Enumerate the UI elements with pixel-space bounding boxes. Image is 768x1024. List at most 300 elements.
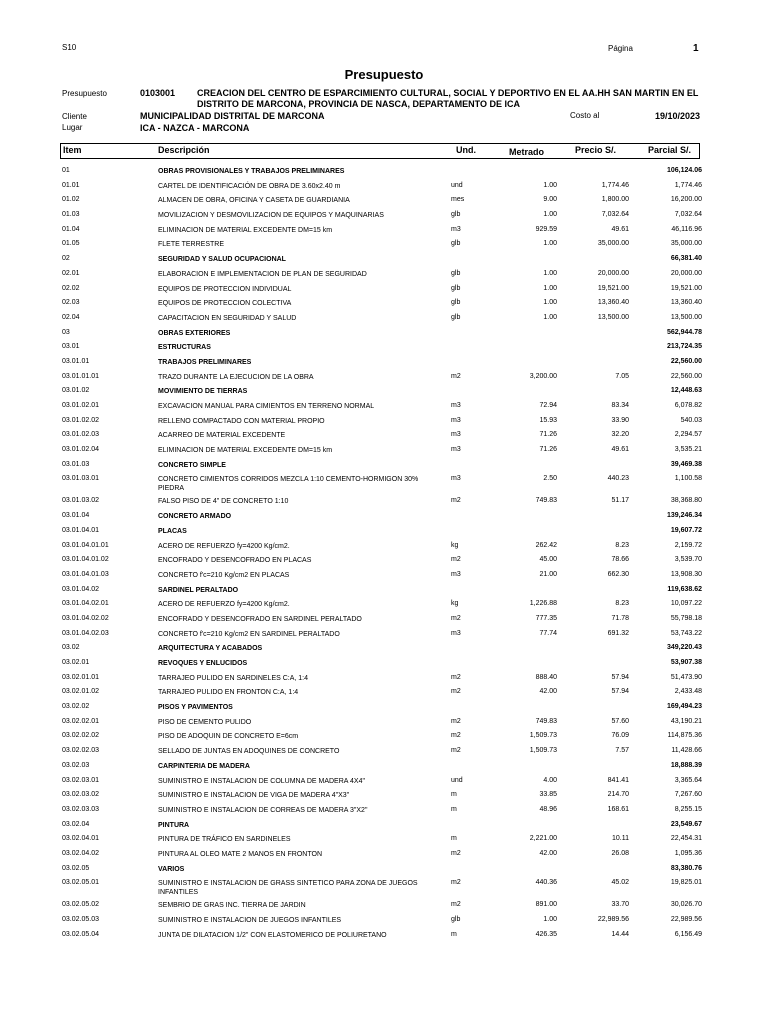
cell-parcial: 3,365.64 <box>674 776 702 784</box>
table-section-row <box>0 510 768 525</box>
cell-metrado: 426.35 <box>535 930 557 938</box>
cell-unit: kg <box>451 600 459 608</box>
cell-parcial: 43,190.21 <box>670 717 702 725</box>
cell-description: SUMINISTRO E INSTALACION DE GRASS SINTETICO PARA ZONA DE JUEGOS INFANTILES <box>158 880 418 897</box>
table-row <box>0 473 768 495</box>
cell-parcial: 38,368.80 <box>670 497 702 505</box>
table-row <box>0 209 768 224</box>
cell-parcial: 3,539.70 <box>674 556 702 564</box>
cell-unit: m2 <box>451 556 461 564</box>
table-section-row <box>0 356 768 371</box>
cell-description: ELIMINACION DE MATERIAL EXCEDENTE DM=15 km <box>158 447 333 455</box>
cell-precio: 7,032.64 <box>601 211 629 219</box>
cell-metrado: 71.26 <box>539 446 557 454</box>
cell-metrado: 1.00 <box>543 269 557 277</box>
cell-unit: glb <box>451 240 461 248</box>
table-row <box>0 899 768 914</box>
table-row <box>0 429 768 444</box>
cell-precio: 13,500.00 <box>597 313 629 321</box>
cell-parcial: 53,743.22 <box>670 629 702 637</box>
table-row <box>0 415 768 430</box>
cell-precio: 33.90 <box>611 416 629 424</box>
cell-parcial: 19,521.00 <box>670 284 702 292</box>
cell-item: 03.02.05.02 <box>62 901 99 909</box>
cell-description: PLACAS <box>158 527 187 535</box>
cell-metrado: 1,509.73 <box>529 732 557 740</box>
cell-precio: 26.08 <box>611 849 629 857</box>
cell-parcial: 139,246.34 <box>666 512 702 520</box>
cell-parcial: 169,494.23 <box>666 703 702 711</box>
cell-parcial: 13,908.30 <box>670 570 702 578</box>
cell-precio: 13,360.40 <box>597 299 629 307</box>
table-row <box>0 268 768 283</box>
cell-description: VARIOS <box>158 865 185 873</box>
cell-description: OBRAS PROVISIONALES Y TRABAJOS PRELIMINARES <box>158 168 345 175</box>
cell-parcial: 66,381.40 <box>670 255 702 263</box>
table-row <box>0 312 768 327</box>
table-row <box>0 745 768 760</box>
cell-unit: m3 <box>451 416 461 424</box>
cell-description: ARQUITECTURA Y ACABADOS <box>158 645 263 653</box>
cell-item: 03.02.02.03 <box>62 747 99 755</box>
cell-item: 02.01 <box>62 269 80 277</box>
table-row <box>0 877 768 899</box>
cell-description: EQUIPOS DE PROTECCION INDIVIDUAL <box>158 285 292 293</box>
cell-precio: 49.61 <box>611 446 629 454</box>
cell-parcial: 19,825.01 <box>670 879 702 887</box>
cell-description: SUMINISTRO E INSTALACION DE VIGA DE MADERA 4"X3" <box>158 792 350 800</box>
cell-item: 01.02 <box>62 196 80 204</box>
cell-description: SELLADO DE JUNTAS EN ADOQUINES DE CONCRETO <box>158 748 340 756</box>
cell-metrado: 42.00 <box>539 849 557 857</box>
table-section-row <box>0 525 768 540</box>
cell-description: PINTURA <box>158 821 190 829</box>
cell-parcial: 22,989.56 <box>670 916 702 923</box>
cell-metrado: 21.00 <box>539 570 557 578</box>
cell-item: 03.01.01 <box>62 357 90 365</box>
cell-item: 03.02.03 <box>62 761 90 769</box>
cell-unit: m2 <box>451 747 461 755</box>
cell-item: 03.01.04.01.02 <box>62 556 109 564</box>
cell-precio: 57.60 <box>611 717 629 725</box>
cell-parcial: 2,294.57 <box>674 431 702 439</box>
cell-item: 03.02.03.01 <box>62 776 99 784</box>
cell-description: CAPACITACION EN SEGURIDAD Y SALUD <box>158 314 297 322</box>
cell-unit: m2 <box>451 901 461 909</box>
table-row <box>0 628 768 643</box>
cell-item: 03.01.04.02.03 <box>62 629 109 637</box>
cell-parcial: 1,095.36 <box>674 849 702 857</box>
cliente-label: Cliente <box>62 112 87 121</box>
cell-description: ACARREO DE MATERIAL EXCEDENTE <box>158 432 286 440</box>
cell-precio: 57.94 <box>611 688 629 696</box>
cell-parcial: 12,448.63 <box>670 387 702 395</box>
cell-description: FLETE TERRESTRE <box>158 241 224 249</box>
table-row <box>0 848 768 863</box>
table-section-row <box>0 253 768 268</box>
cell-metrado: 1.00 <box>543 211 557 219</box>
cell-metrado: 71.26 <box>539 431 557 439</box>
cell-description: SUMINISTRO E INSTALACION DE JUEGOS INFANTILES <box>158 917 342 924</box>
table-row <box>0 598 768 613</box>
cell-parcial: 23,549.67 <box>670 820 702 828</box>
table-row <box>0 672 768 687</box>
cell-item: 03.01.01.01 <box>62 372 99 380</box>
table-header <box>60 143 700 159</box>
cell-metrado: 749.83 <box>535 717 557 725</box>
cell-metrado: 1.00 <box>543 313 557 321</box>
cell-unit: m <box>451 930 457 938</box>
cell-unit: m2 <box>451 497 461 505</box>
table-section-row <box>0 819 768 834</box>
cell-metrado: 45.00 <box>539 556 557 564</box>
cell-unit: m3 <box>451 225 461 233</box>
cell-item: 03.02.05 <box>62 864 90 872</box>
cell-parcial: 114,875.36 <box>667 732 702 740</box>
cell-metrado: 262.42 <box>535 541 557 549</box>
cell-item: 03.02.01.02 <box>62 688 99 696</box>
table-row <box>0 804 768 819</box>
table-row <box>0 716 768 731</box>
cell-parcial: 20,000.00 <box>670 269 702 277</box>
cell-item: 03.02.02 <box>62 703 90 711</box>
cell-parcial: 213,724.35 <box>666 343 702 351</box>
cell-parcial: 6,156.49 <box>674 930 702 938</box>
col-descripcion-header: Descripción <box>158 145 210 155</box>
cell-parcial: 6,078.82 <box>674 402 702 409</box>
cell-unit: und <box>451 776 463 784</box>
cell-precio: 8.23 <box>615 541 629 549</box>
cell-metrado: 4.00 <box>543 776 557 784</box>
cell-precio: 78.66 <box>611 556 629 564</box>
cell-metrado: 1.00 <box>543 916 557 923</box>
cell-description: TRABAJOS PRELIMINARES <box>158 358 252 366</box>
col-und-header: Und. <box>456 145 476 155</box>
cell-precio: 1,800.00 <box>601 196 629 204</box>
cell-description: ACERO DE REFUERZO fy=4200 Kg/cm2. <box>158 601 290 609</box>
cell-item: 03 <box>62 328 70 336</box>
cell-precio: 57.94 <box>611 673 629 681</box>
table-row <box>0 775 768 790</box>
cell-description: CONCRETO f'c=210 Kg/cm2 EN SARDINEL PERALTADO <box>158 630 340 638</box>
cell-item: 03.02.04.02 <box>62 849 99 857</box>
cell-unit: m2 <box>451 673 461 681</box>
cell-unit: glb <box>451 269 461 277</box>
cell-precio: 662.30 <box>607 570 629 578</box>
cell-description: ELABORACION E IMPLEMENTACION DE PLAN DE SEGURIDAD <box>158 270 367 278</box>
cell-parcial: 30,026.70 <box>670 901 702 909</box>
cell-description: ALMACEN DE OBRA, OFICINA Y CASETA DE GUARDIANIA <box>158 197 350 205</box>
cell-unit: m2 <box>451 688 461 696</box>
cell-parcial: 2,433.48 <box>674 688 702 696</box>
cell-unit: m3 <box>451 629 461 637</box>
cell-description: SARDINEL PERALTADO <box>158 586 239 594</box>
cell-unit: m <box>451 791 457 799</box>
table-row <box>0 789 768 804</box>
page-label: Página <box>608 44 633 53</box>
cell-item: 03.02.03.02 <box>62 791 99 799</box>
cell-item: 03.02.05.03 <box>62 916 99 923</box>
table-section-row <box>0 459 768 474</box>
cell-unit: m3 <box>451 446 461 454</box>
cell-unit: glb <box>451 284 461 292</box>
cell-precio: 8.23 <box>615 600 629 608</box>
cell-precio: 10.11 <box>612 835 629 843</box>
cell-unit: glb <box>451 299 461 307</box>
cell-precio: 20,000.00 <box>597 269 629 277</box>
cell-item: 03.02.01 <box>62 659 90 666</box>
cell-item: 03.01.03.01 <box>62 475 99 483</box>
cell-description: CARTEL DE IDENTIFICACIÓN DE OBRA DE 3.60x2.40 m <box>158 182 341 190</box>
cell-precio: 1,774.46 <box>601 181 629 189</box>
cell-item: 03.01.02.04 <box>62 446 99 454</box>
cell-metrado: 891.00 <box>535 901 557 909</box>
table-row <box>0 833 768 848</box>
cell-parcial: 19,607.72 <box>670 526 702 534</box>
cell-unit: m3 <box>451 402 461 409</box>
cell-unit: mes <box>451 196 465 204</box>
cell-precio: 14.44 <box>611 930 629 938</box>
cell-item: 03.01.04.02 <box>62 585 99 593</box>
cell-metrado: 3,200.00 <box>529 372 557 380</box>
cell-description: EQUIPOS DE PROTECCION COLECTIVA <box>158 300 292 308</box>
cell-description: TARRAJEO PULIDO EN SARDINELES C:A, 1:4 <box>158 674 309 682</box>
cell-precio: 51.17 <box>611 497 629 505</box>
cell-description: EXCAVACION MANUAL PARA CIMIENTOS EN TERRENO NORMAL <box>158 403 375 410</box>
cell-unit: glb <box>451 211 461 219</box>
cell-metrado: 2,221.00 <box>529 835 557 843</box>
cell-parcial: 22,560.00 <box>670 372 702 380</box>
cell-item: 03.01.04 <box>62 512 90 520</box>
cell-parcial: 11,428.66 <box>671 747 702 755</box>
table-row <box>0 569 768 584</box>
cell-parcial: 562,944.78 <box>666 328 702 336</box>
cell-metrado: 77.74 <box>539 629 557 637</box>
table-row <box>0 238 768 253</box>
cell-parcial: 39,469.38 <box>670 460 702 468</box>
table-row <box>0 180 768 195</box>
table-section-row <box>0 760 768 775</box>
cell-unit: m2 <box>451 717 461 725</box>
cell-description: FALSO PISO DE 4" DE CONCRETO 1:10 <box>158 498 289 506</box>
cell-description: PISOS Y PAVIMENTOS <box>158 704 233 712</box>
cell-item: 03.02.05.04 <box>62 930 99 938</box>
table-row <box>0 686 768 701</box>
cell-description: RELLENO COMPACTADO CON MATERIAL PROPIO <box>158 417 325 425</box>
cell-unit: m2 <box>451 879 461 887</box>
cell-item: 03.02 <box>62 644 80 652</box>
cell-description: PISO DE ADOQUIN DE CONCRETO E=6cm <box>158 733 299 741</box>
cell-parcial: 55,798.18 <box>670 614 702 622</box>
cell-precio: 7.57 <box>615 747 629 755</box>
cell-precio: 168.61 <box>607 805 629 813</box>
cell-precio: 691.32 <box>607 629 629 637</box>
cell-description: ENCOFRADO Y DESENCOFRADO EN SARDINEL PERALTADO <box>158 615 362 623</box>
cell-parcial: 22,560.00 <box>670 357 702 365</box>
col-precio-header: Precio S/. <box>575 145 617 155</box>
cell-item: 03.01.04.01.03 <box>62 570 109 578</box>
table-section-row <box>0 341 768 356</box>
cell-metrado: 1.00 <box>543 240 557 248</box>
cell-item: 03.01.02.02 <box>62 416 99 424</box>
cell-description: CONCRETO f'c=210 Kg/cm2 EN PLACAS <box>158 571 290 579</box>
cell-description: TARRAJEO PULIDO EN FRONTON C:A, 1:4 <box>158 689 299 697</box>
cell-precio: 49.61 <box>611 225 629 233</box>
page-title: Presupuesto <box>344 67 424 82</box>
cell-description: MOVIMIENTO DE TIERRAS <box>158 388 248 396</box>
cell-unit: m2 <box>451 849 461 857</box>
cell-metrado: 2.50 <box>543 475 557 483</box>
table-row <box>0 194 768 209</box>
cell-parcial: 46,116.96 <box>671 225 702 233</box>
cell-unit: m3 <box>451 475 461 483</box>
table-section-row <box>0 642 768 657</box>
page-number: 1 <box>693 43 699 54</box>
cell-description: TRAZO DURANTE LA EJECUCION DE LA OBRA <box>158 373 314 381</box>
table-section-row <box>0 584 768 599</box>
cell-metrado: 440.36 <box>535 879 557 887</box>
cell-item: 01.05 <box>62 240 80 248</box>
cell-item: 01 <box>62 167 70 174</box>
cell-item: 02.04 <box>62 313 80 321</box>
presupuesto-code: 0103001 <box>140 88 176 98</box>
cell-precio: 35,000.00 <box>597 240 629 248</box>
cell-precio: 83.34 <box>611 402 629 409</box>
cell-unit: glb <box>451 916 461 923</box>
cell-item: 03.01.04.01 <box>62 526 99 534</box>
lugar-label: Lugar <box>62 123 83 132</box>
cell-precio: 440.23 <box>607 475 629 483</box>
cell-item: 03.01.03 <box>62 460 90 468</box>
cell-description: CONCRETO CIMIENTOS CORRIDOS MEZCLA 1:10 CEMENTO-HORMIGON 30% PIEDRA <box>158 476 419 493</box>
cell-metrado: 48.96 <box>539 805 557 813</box>
cell-item: 03.01.04.02.01 <box>62 600 109 608</box>
cell-description: CARPINTERIA DE MADERA <box>158 762 250 770</box>
table-row <box>0 929 768 944</box>
cell-unit: m3 <box>451 431 461 439</box>
cell-metrado: 42.00 <box>539 688 557 696</box>
cell-metrado: 1,509.73 <box>529 747 557 755</box>
cell-description: ELIMINACION DE MATERIAL EXCEDENTE DM=15 km <box>158 226 333 234</box>
cell-item: 03.02.02.02 <box>62 732 99 740</box>
costo-label: Costo al <box>570 111 600 120</box>
cell-unit: kg <box>451 541 459 549</box>
cell-description: OBRAS EXTERIORES <box>158 329 231 337</box>
cell-description: PINTURA AL OLEO MATE 2 MANOS EN FRONTON <box>158 850 323 858</box>
cell-item: 01.04 <box>62 225 80 233</box>
cell-item: 01.01 <box>62 181 80 189</box>
cell-parcial: 13,360.40 <box>670 299 702 307</box>
table-section-row <box>0 165 768 180</box>
cell-item: 02 <box>62 255 70 263</box>
table-section-row <box>0 701 768 716</box>
cell-precio: 33.70 <box>611 901 629 909</box>
cell-item: 03.02.04.01 <box>62 835 99 843</box>
budget-table-body <box>0 165 768 943</box>
cell-parcial: 3,535.21 <box>674 446 702 454</box>
cell-item: 03.01.04.01.01 <box>62 541 109 549</box>
cell-metrado: 929.59 <box>535 225 557 233</box>
table-row <box>0 444 768 459</box>
cell-parcial: 1,774.46 <box>674 181 702 189</box>
table-row <box>0 224 768 239</box>
cell-metrado: 1,226.88 <box>529 600 557 608</box>
cell-description: CONCRETO SIMPLE <box>158 461 226 469</box>
table-section-row <box>0 863 768 878</box>
table-section-row <box>0 385 768 400</box>
cell-item: 03.01.03.02 <box>62 497 99 505</box>
table-row <box>0 495 768 510</box>
cell-item: 03.02.05.01 <box>62 879 99 887</box>
cell-item: 03.02.03.03 <box>62 805 99 813</box>
cell-parcial: 8,255.15 <box>674 805 702 813</box>
cell-precio: 76.09 <box>611 732 629 740</box>
cell-unit: glb <box>451 313 461 321</box>
cell-parcial: 35,000.00 <box>670 240 702 248</box>
col-item-header: Item <box>63 145 82 155</box>
cell-description: ACERO DE REFUERZO fy=4200 Kg/cm2. <box>158 542 290 550</box>
table-section-row <box>0 657 768 672</box>
cell-parcial: 51,473.90 <box>670 673 702 681</box>
cell-item: 03.01 <box>62 343 80 351</box>
table-row <box>0 730 768 745</box>
cell-description: SUMINISTRO E INSTALACION DE CORREAS DE MADERA 3"X2" <box>158 806 368 814</box>
cell-metrado: 1.00 <box>543 181 557 189</box>
table-row <box>0 371 768 386</box>
cell-unit: m2 <box>451 614 461 622</box>
cell-metrado: 33.85 <box>539 791 557 799</box>
cell-metrado: 1.00 <box>543 284 557 292</box>
cell-unit: m2 <box>451 372 461 380</box>
cell-item: 03.01.02.03 <box>62 431 99 439</box>
cell-parcial: 2,159.72 <box>674 541 702 549</box>
cell-description: PINTURA DE TRÁFICO EN SARDINELES <box>158 836 291 844</box>
cell-metrado: 72.94 <box>539 402 557 409</box>
cell-parcial: 18,888.39 <box>670 761 702 769</box>
cell-parcial: 7,267.60 <box>674 791 702 799</box>
cell-description: ENCOFRADO Y DESENCOFRADO EN PLACAS <box>158 557 312 565</box>
cell-metrado: 15.93 <box>539 416 557 424</box>
cell-parcial: 10,097.22 <box>670 600 702 608</box>
table-section-row <box>0 327 768 342</box>
cell-item: 02.03 <box>62 299 80 307</box>
cell-description: MOVILIZACION Y DESMOVILIZACION DE EQUIPOS Y MAQUINARIAS <box>158 212 384 220</box>
cell-description: CONCRETO ARMADO <box>158 513 232 521</box>
cell-item: 03.01.02.01 <box>62 402 99 409</box>
cell-unit: m3 <box>451 570 461 578</box>
cell-description: PISO DE CEMENTO PULIDO <box>158 718 252 726</box>
cell-parcial: 7,032.64 <box>674 211 702 219</box>
cliente-value: MUNICIPALIDAD DISTRITAL DE MARCONA <box>140 111 325 121</box>
cell-item: 03.02.02.01 <box>62 717 99 725</box>
system-code: S10 <box>62 43 77 52</box>
cell-metrado: 777.35 <box>535 614 557 622</box>
table-row <box>0 540 768 555</box>
costo-date: 19/10/2023 <box>655 111 701 121</box>
cell-unit: und <box>451 181 463 189</box>
cell-metrado: 9.00 <box>543 196 557 204</box>
cell-precio: 19,521.00 <box>597 284 629 292</box>
table-row <box>0 400 768 415</box>
cell-parcial: 1,100.58 <box>674 475 702 483</box>
cell-unit: m <box>451 835 457 843</box>
cell-metrado: 1.00 <box>543 299 557 307</box>
cell-description: SEMBRIO DE GRAS INC. TIERRA DE JARDIN <box>158 902 306 910</box>
cell-unit: m <box>451 805 457 813</box>
table-row <box>0 554 768 569</box>
cell-precio: 22,989.56 <box>597 916 629 923</box>
table-row <box>0 297 768 312</box>
